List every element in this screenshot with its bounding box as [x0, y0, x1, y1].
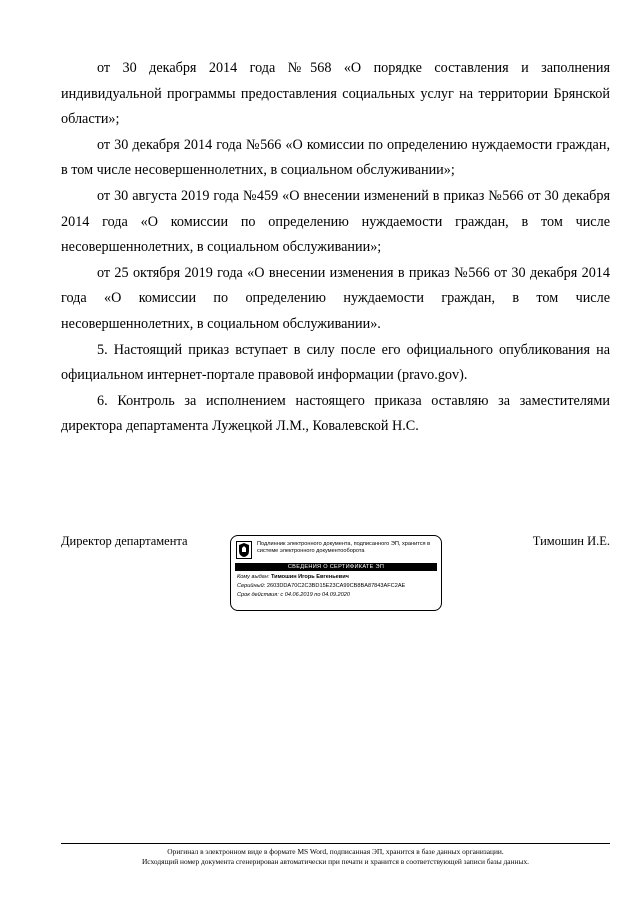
- electronic-signature-stamp: [230, 535, 442, 611]
- stamp-serial-value: 2603DDA70C2C3BD15E23CA99CB8BA87843AFC2AE: [266, 583, 406, 589]
- paragraph-clause-6: 6. Контроль за исполнением настоящего приказа оставляю за заместителями директора департамента Лужецкой Л.М., Ковалевской Н.С.: [61, 392, 610, 435]
- page-footer: [61, 847, 610, 867]
- paragraph-order-459: от 30 августа 2019 года №459 «О внесении изменений в приказ №566 от 30 декабря 2014 года «О комиссии по определению нуждаемости граждан, в том числе несовершеннолетних, в социальном обслуживании»;: [61, 187, 610, 256]
- stamp-title: СВЕДЕНИЯ О СЕРТИФИКАТЕ ЭП: [235, 563, 437, 571]
- stamp-owner-row: [237, 574, 349, 581]
- stamp-validity: Срок действия: с 04.06.2019 по 04.09.2020: [237, 592, 350, 598]
- stamp-owner-label: Кому выдан:: [237, 574, 270, 580]
- stamp-serial-label: Серийный:: [237, 583, 266, 589]
- footer-line-2: Исходящий номер документа сгенерирован автоматически при печати и хранится в соответствующей записи базы данных.: [141, 857, 530, 866]
- footer-divider: [61, 843, 610, 844]
- signatory-position: Директор департамента: [61, 534, 188, 548]
- paragraph-order-566: от 30 декабря 2014 года №566 «О комиссии по определению нуждаемости граждан, в том числе несовершеннолетних, в социальном обслуживании»;: [61, 136, 610, 179]
- stamp-validity-row: [237, 592, 350, 599]
- stamp-owner-value: Тимошин Игорь Евгеньевич: [270, 574, 349, 580]
- signatory-name: Тимошин И.Е.: [532, 534, 610, 548]
- document-body: [61, 56, 610, 440]
- paragraph-order-568: от 30 декабря 2014 года №568 «О порядке составления и заполнения индивидуальной программы предоставления социальных услуг на территории Брянской области»;: [61, 60, 610, 128]
- stamp-header: Подлинник электронного документа, подписанного ЭП, хранится в системе электронного документооборота: [257, 541, 431, 554]
- coat-of-arms-icon: [236, 541, 252, 559]
- stamp-serial-row: [237, 583, 405, 590]
- paragraph-order-october: от 25 октября 2019 года «О внесении изменения в приказ №566 от 30 декабря 2014 года «О комиссии по определению нуждаемости граждан, в том числе несовершеннолетних, в социальном обслуживании».: [61, 264, 610, 332]
- paragraph-clause-5: 5. Настоящий приказ вступает в силу после его официального опубликования на официальном интернет-портале правовой информации (pravo.gov).: [61, 341, 610, 384]
- footer-line-1: Оригинал в электронном виде в формате MS Word, подписанная ЭП, хранится в базе данных организации.: [167, 847, 504, 856]
